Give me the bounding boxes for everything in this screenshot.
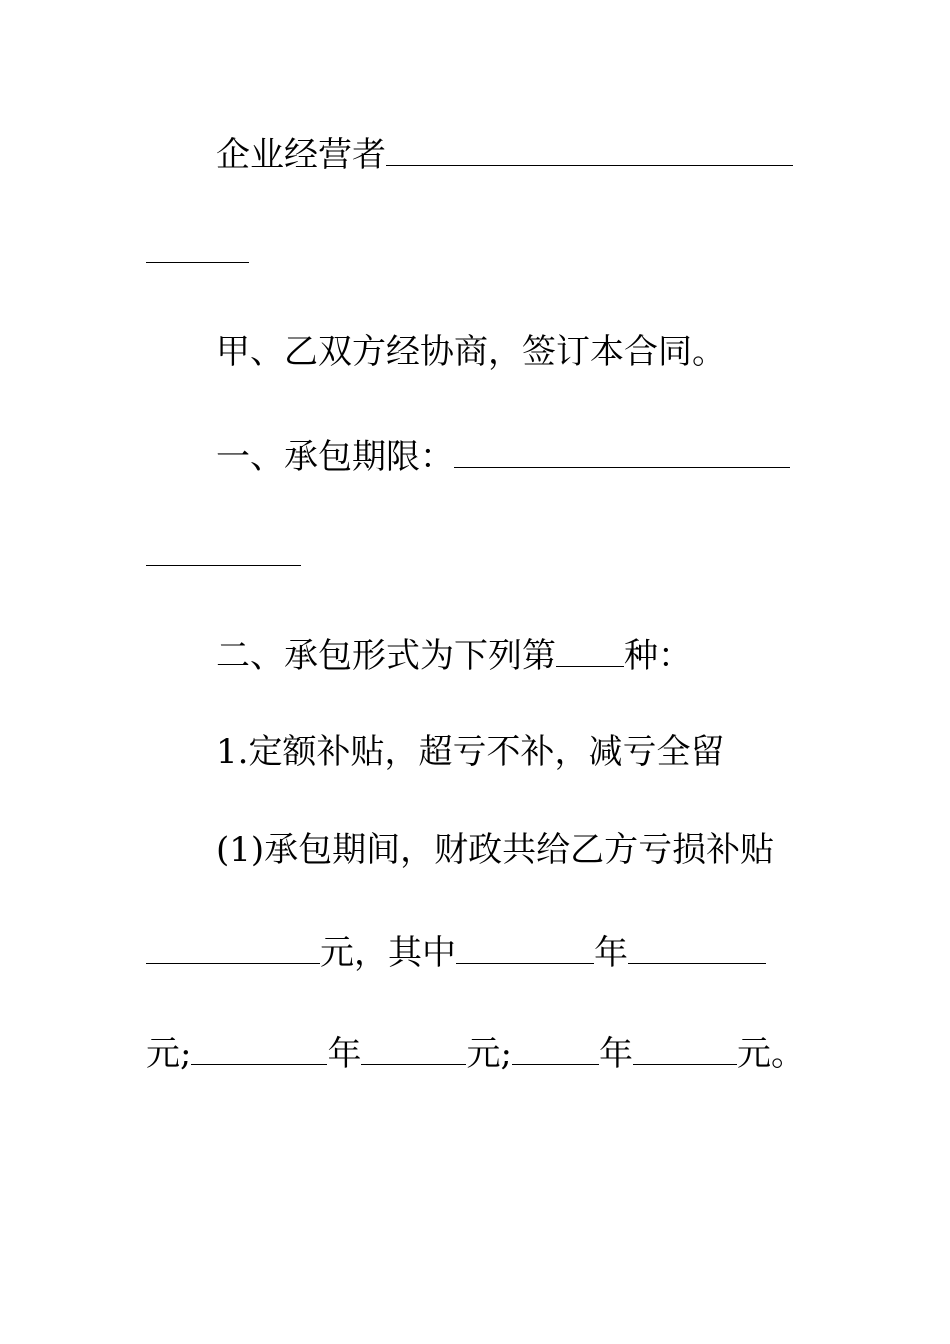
- term-blank[interactable]: [454, 435, 790, 468]
- semicolon-text: ;: [180, 1034, 192, 1074]
- yuan-text: 元: [736, 1034, 771, 1074]
- comma-text: ，: [354, 933, 388, 973]
- year-text: 年: [327, 1034, 362, 1074]
- item1-title: 1.定额补贴，超亏不补，减亏全留: [216, 732, 725, 772]
- among-text: 其中: [388, 933, 456, 973]
- year1-blank[interactable]: [456, 931, 594, 964]
- item1-line: [216, 732, 724, 772]
- year-text: 年: [598, 1034, 633, 1074]
- operator-blank[interactable]: [386, 133, 793, 166]
- subsidy-total-line: [146, 931, 766, 973]
- item1-sub1-text: (1)承包期间，财政共给乙方亏损补贴: [216, 830, 775, 870]
- yuan-text: 元: [466, 1034, 501, 1074]
- operator-label: 企业经营者: [216, 135, 386, 175]
- subsidy-breakdown-line: [146, 1032, 805, 1074]
- clause1-label: 一、承包期限：: [216, 437, 454, 477]
- yuan-text: 元: [320, 933, 354, 973]
- clause2-suffix: 种：: [624, 636, 692, 676]
- clause2-prefix: 二、承包形式为下列第: [216, 636, 556, 676]
- operator-continuation-line: [146, 230, 249, 272]
- agreement-sentence: 甲、乙双方经协商，签订本合同。: [216, 332, 726, 372]
- year3-blank[interactable]: [512, 1032, 599, 1065]
- year-text: 年: [594, 933, 628, 973]
- term-continuation-blank[interactable]: [146, 533, 301, 566]
- amount3-blank[interactable]: [633, 1032, 737, 1065]
- form-choice-blank[interactable]: [556, 634, 624, 667]
- amount1-blank[interactable]: [628, 931, 766, 964]
- year2-blank[interactable]: [191, 1032, 327, 1065]
- clause1-line: [216, 435, 790, 477]
- subsidy-total-blank[interactable]: [146, 931, 320, 964]
- term-continuation-line: [146, 533, 301, 575]
- agreement-line: [216, 332, 726, 372]
- operator-continuation-blank[interactable]: [146, 230, 249, 263]
- yuan-text: 元: [146, 1034, 180, 1074]
- operator-line: [216, 133, 793, 175]
- amount2-blank[interactable]: [361, 1032, 466, 1065]
- item1-sub1-line: [216, 830, 774, 870]
- period-text: 。: [770, 1034, 805, 1074]
- clause2-line: [216, 634, 692, 676]
- semicolon-text: ;: [500, 1034, 512, 1074]
